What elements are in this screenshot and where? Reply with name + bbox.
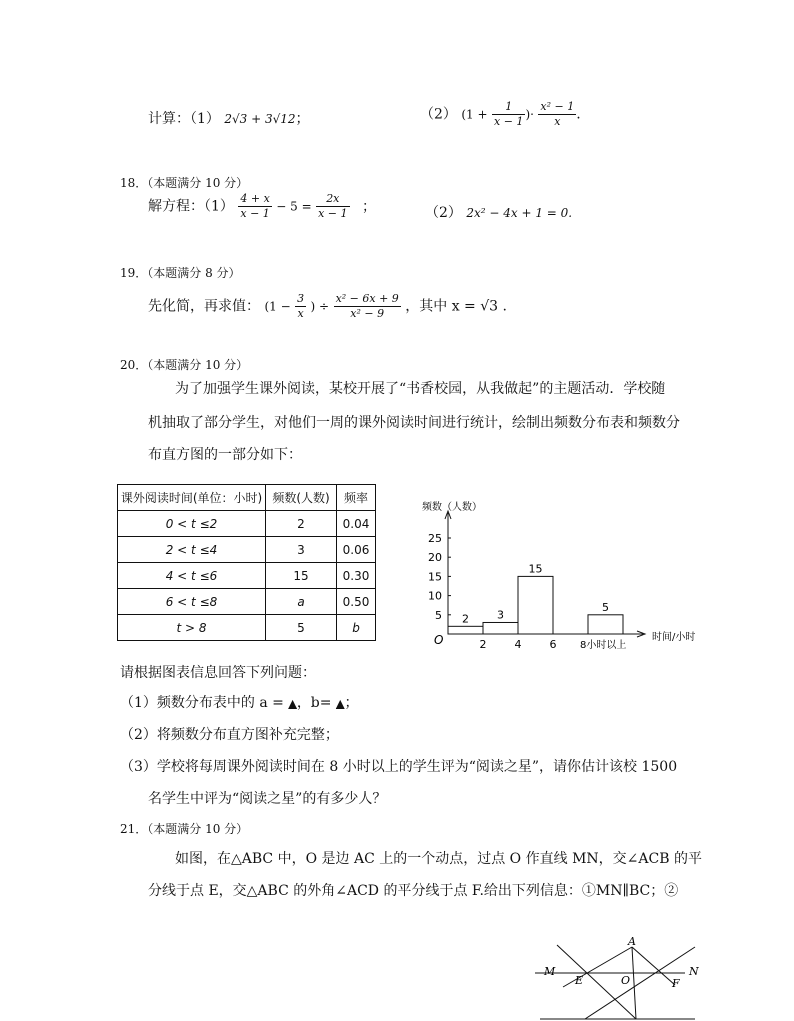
q17-expr2-end: . bbox=[576, 106, 581, 123]
q17-frac2-den: x bbox=[554, 115, 561, 128]
x-tick-label: 8小时以上 bbox=[580, 640, 627, 651]
q20-header: 20．（本题满分 10 分） bbox=[120, 358, 249, 372]
histogram-bar bbox=[588, 615, 623, 634]
table-cell: b bbox=[337, 615, 376, 641]
q20-sub3-line2: 名学生中评为“阅读之星”的有多少人？ bbox=[148, 791, 387, 807]
x-tick-label: 6 bbox=[549, 638, 557, 651]
table-cell: 2 < t ≤4 bbox=[118, 537, 266, 563]
table-cell: 0.06 bbox=[337, 537, 376, 563]
q18-line bbox=[148, 192, 376, 221]
table-header-row bbox=[118, 485, 376, 511]
bar-value-label: 2 bbox=[462, 612, 469, 626]
table-cell: 4 < t ≤6 bbox=[118, 563, 266, 589]
q17-frac2-num: x² − 1 bbox=[540, 100, 575, 113]
q17-frac1-den: x − 1 bbox=[494, 115, 524, 128]
q18-mid: − 5 = bbox=[276, 199, 312, 214]
fig-label-m: M bbox=[544, 965, 556, 978]
table-cell: 6 < t ≤8 bbox=[118, 589, 266, 615]
q17-expr1-end: ； bbox=[295, 111, 310, 127]
q19-label: 先化简，再求值： bbox=[148, 298, 260, 315]
q18-expr2: 2x² − 4x + 1 = 0. bbox=[466, 206, 573, 220]
y-tick-label: 5 bbox=[435, 608, 442, 622]
q20-sub3-line1: （3）学校将每周课外阅读时间在 8 小时以上的学生评为“阅读之星”，请你估计该校 1500 bbox=[120, 759, 678, 775]
q18-frac1-num: 4 + x bbox=[240, 192, 270, 205]
histogram-group bbox=[422, 500, 695, 651]
table-row bbox=[118, 615, 376, 641]
line-af bbox=[632, 947, 675, 985]
q19-mid: ) ÷ bbox=[310, 299, 330, 314]
q17-line bbox=[148, 108, 310, 128]
histogram-bar bbox=[448, 626, 483, 634]
q19-line bbox=[148, 292, 507, 321]
q19-header: 19．（本题满分 8 分） bbox=[120, 266, 241, 280]
fig-label-f: F bbox=[672, 977, 680, 990]
fig-label-e: E bbox=[575, 974, 584, 987]
q20-sub2: （2）将频数分布直方图补充完整； bbox=[120, 727, 339, 743]
q18-label: 解方程：（1） bbox=[148, 198, 234, 215]
q21-line1: 如图，在△ABC 中，O 是边 AC 上的一个动点，过点 O 作直线 MN，交∠ACB 的平 bbox=[175, 851, 702, 867]
table-cell: 0 < t ≤2 bbox=[118, 511, 266, 537]
table-cell: t > 8 bbox=[118, 615, 266, 641]
q21-header: 21．（本题满分 10 分） bbox=[120, 822, 249, 836]
q20-prompt: 请根据图表信息回答下列问题： bbox=[120, 665, 316, 681]
q20-sub1 bbox=[120, 692, 358, 712]
table-header-cell: 频率 bbox=[337, 485, 376, 511]
table-header-cell: 频数(人数) bbox=[266, 485, 337, 511]
q18-part2 bbox=[425, 202, 572, 222]
bar-value-label: 5 bbox=[602, 600, 609, 614]
table-row bbox=[118, 511, 376, 537]
q18-label2: （2） bbox=[425, 205, 462, 221]
histogram-bar bbox=[518, 576, 553, 634]
frequency-table-wrap bbox=[117, 484, 376, 641]
q20-line2: 机抽取了部分学生，对他们一周的课外阅读时间进行统计，绘制出频数分布表和频数分 bbox=[148, 415, 680, 431]
q19-frac1 bbox=[295, 292, 306, 321]
line-ac bbox=[632, 947, 636, 1019]
y-axis-label: 频数（人数） bbox=[422, 502, 482, 513]
table-header-cell: 课外阅读时间(单位：小时) bbox=[118, 485, 266, 511]
fig-label-n: N bbox=[689, 965, 699, 978]
table-cell: a bbox=[266, 589, 337, 615]
histogram-chart bbox=[420, 495, 710, 655]
q19-post: ，其中 x = √3 . bbox=[405, 298, 507, 315]
fig-label-a: A bbox=[628, 935, 636, 948]
table-row bbox=[118, 537, 376, 563]
y-tick-label: 20 bbox=[428, 551, 442, 565]
q19-frac1-den: x bbox=[297, 307, 304, 320]
x-axis-label: 时间/小时 bbox=[652, 632, 696, 643]
answer-blank-a: ▲ bbox=[288, 697, 297, 710]
y-tick-label: 25 bbox=[428, 532, 442, 545]
q18-end: ； bbox=[361, 198, 376, 215]
q19-frac2-den: x² − 9 bbox=[350, 307, 385, 320]
q18-frac2 bbox=[316, 192, 349, 221]
q17-label2: （2） bbox=[420, 106, 457, 123]
q20-line3: 布直方图的一部分如下： bbox=[148, 447, 302, 463]
table-cell: 0.30 bbox=[337, 563, 376, 589]
q19-frac2-num: x² − 6x + 9 bbox=[335, 292, 399, 305]
x-tick-label: 4 bbox=[514, 638, 522, 651]
q21-geometry-figure bbox=[535, 935, 705, 1021]
q18-frac1-den: x − 1 bbox=[240, 207, 270, 220]
q17-expr2-pre: (1 + bbox=[461, 107, 488, 122]
answer-blank-b: ▲ bbox=[335, 697, 345, 710]
frequency-table bbox=[117, 484, 376, 641]
table-row bbox=[118, 589, 376, 615]
q17-part2 bbox=[420, 100, 581, 129]
table-cell: 15 bbox=[266, 563, 337, 589]
q18-frac2-den: x − 1 bbox=[318, 207, 348, 220]
q20-sub1-mid: ，b= bbox=[296, 695, 332, 711]
q18-header: 18．（本题满分 10 分） bbox=[120, 176, 249, 190]
q19-frac2 bbox=[334, 292, 401, 321]
bar-value-label: 3 bbox=[497, 608, 504, 622]
q18-frac1 bbox=[238, 192, 271, 221]
q19-pre: (1 − bbox=[264, 299, 291, 314]
q20-sub1-pre: （1）频数分布表中的 a = bbox=[120, 695, 284, 711]
origin-label: O bbox=[434, 633, 444, 647]
q21-line2: 分线于点 E，交△ABC 的外角∠ACD 的平分线于点 F.给出下列信息：①MN∥BC；② bbox=[148, 883, 679, 899]
q17-expr2-mid: )· bbox=[525, 107, 534, 122]
q17-label: 计算：（1） bbox=[148, 111, 220, 127]
y-tick-label: 15 bbox=[428, 570, 442, 584]
q17-frac1-num: 1 bbox=[492, 100, 525, 115]
q20-line1: 为了加强学生课外阅读，某校开展了“书香校园，从我做起”的主题活动．学校随 bbox=[175, 381, 666, 397]
q19-frac1-num: 3 bbox=[297, 292, 305, 305]
bar-value-label: 15 bbox=[528, 562, 543, 576]
histogram-bar bbox=[483, 622, 518, 634]
q20-sub1-end: ； bbox=[344, 695, 359, 711]
fig-label-o: O bbox=[621, 974, 631, 987]
q17-frac2 bbox=[538, 100, 576, 129]
table-cell: 0.50 bbox=[337, 589, 376, 615]
q18-frac2-num: 2x bbox=[316, 192, 349, 207]
q17-expr1: 2√3 + 3√12 bbox=[224, 112, 296, 126]
table-row bbox=[118, 563, 376, 589]
y-tick-label: 10 bbox=[428, 589, 442, 603]
table-cell: 0.04 bbox=[337, 511, 376, 537]
table-cell: 5 bbox=[266, 615, 337, 641]
x-tick-label: 2 bbox=[479, 638, 487, 651]
q17-frac1 bbox=[492, 100, 525, 129]
table-cell: 3 bbox=[266, 537, 337, 563]
table-cell: 2 bbox=[266, 511, 337, 537]
